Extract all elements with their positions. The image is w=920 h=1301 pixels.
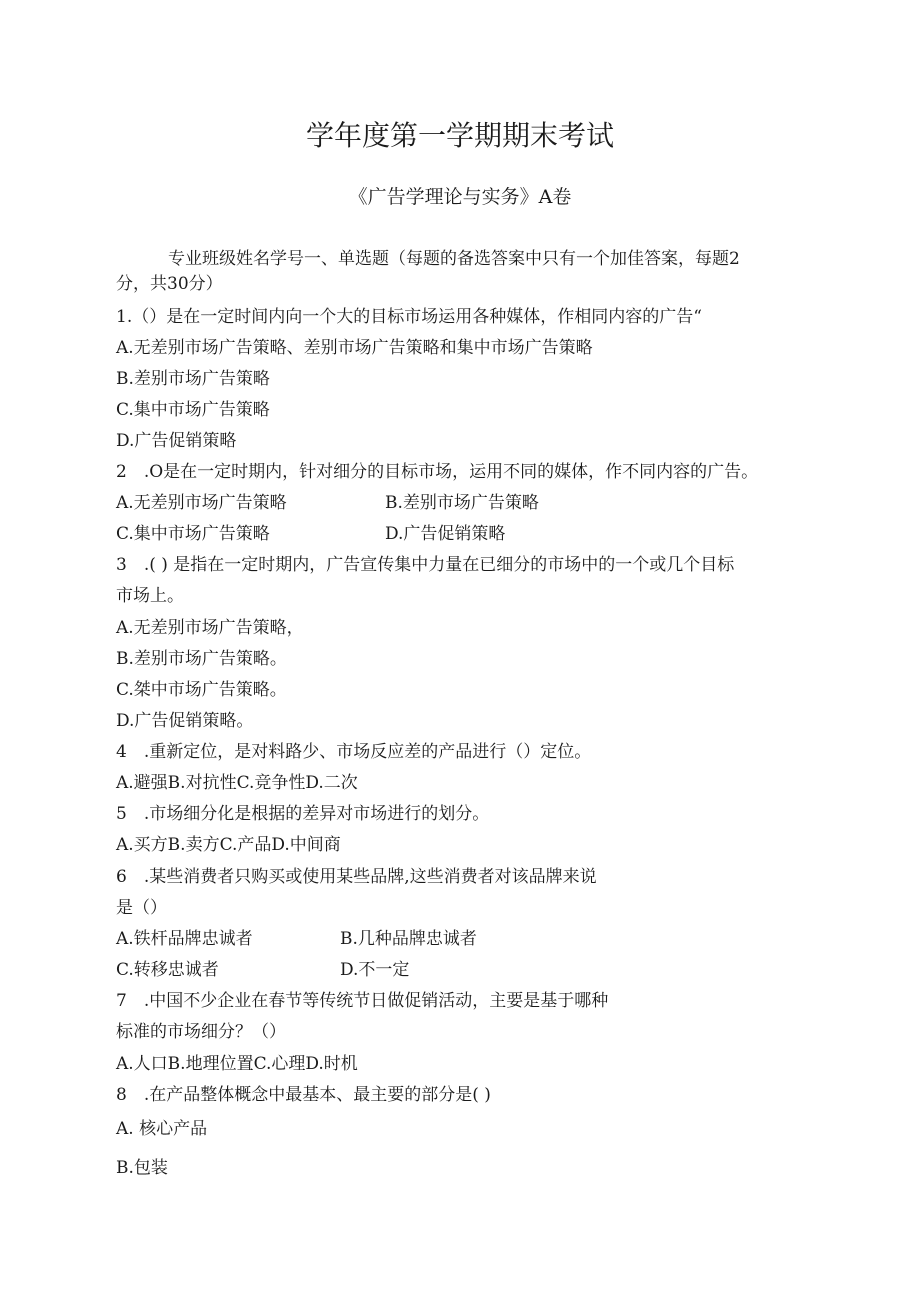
exam-title: 学年度第一学期期末考试 (305, 119, 614, 152)
question-8-option-a: A. 核心产品 (116, 1119, 208, 1139)
question-7-stem: 7 .中国不少企业在春节等传统节日做促销活动，主要是基于哪种 (116, 991, 609, 1011)
question-2-option-d: D.广告促销策略 (385, 524, 506, 544)
question-3-option-a: A.无差别市场广告策略， (116, 618, 304, 638)
question-3-option-c: C.桀中市场广告策略。 (116, 680, 287, 700)
question-5-stem: 5 .市场细分化是根据的差异对市场进行的划分。 (116, 804, 490, 824)
question-1-stem: 1.（）是在一定时间内向一个大的目标市场运用各种媒体，作相同内容的广告“ (116, 307, 702, 327)
question-6-option-d: D.不一定 (340, 960, 410, 980)
question-8-stem: 8 .在产品整体概念中最基本、最主要的部分是( ) (116, 1085, 491, 1105)
question-6-stem: 6 .某些消费者只购买或使用某些品牌,这些消费者对该品牌来说 (116, 867, 597, 887)
intro-line: 专业班级姓名学号一、单选题（每题的备选答案中只有一个加佳答案，每题2 (168, 249, 740, 269)
question-2-option-b: B.差别市场广告策略 (385, 493, 539, 513)
question-3-stem: 3 .( ) 是指在一定时期内，广告宣传集中力量在已细分的市场中的一个或几个目标 (116, 555, 735, 575)
question-6-option-c: C.转移忠诚者 (116, 960, 219, 980)
question-3-option-b: B.差别市场广告策略。 (116, 649, 287, 669)
exam-subtitle: 《广告学理论与实务》A卷 (348, 186, 572, 208)
question-4-stem: 4 .重新定位，是对料路少、市场反应差的产品进行（）定位。 (116, 742, 592, 762)
question-7-options: A.人口B.地理位置C.心理D.时机 (116, 1054, 358, 1074)
question-5-options: A.买方B.卖方C.产品D.中间商 (116, 835, 341, 855)
question-2-option-a: A.无差别市场广告策略 (116, 493, 287, 513)
question-7-stem-cont: 标准的市场细分？（） (116, 1022, 286, 1042)
question-1-option-c: C.集中市场广告策略 (116, 400, 270, 420)
question-6-option-b: B.几种品牌忠诚者 (340, 929, 477, 949)
question-2-stem: 2 .O是在一定时期内，针对细分的目标市场，运用不同的媒体，作不同内容的广告。 (116, 462, 759, 482)
question-3-stem-cont: 市场上。 (116, 586, 184, 606)
intro-line: 分，共30分） (116, 274, 223, 294)
question-4-options: A.避强B.对抗性C.竞争性D.二次 (116, 773, 358, 793)
question-8-option-b: B.包装 (116, 1158, 168, 1178)
question-6-option-a: A.铁杆品牌忠诚者 (116, 929, 253, 949)
question-2-option-c: C.集中市场广告策略 (116, 524, 270, 544)
question-1-option-b: B.差别市场广告策略 (116, 369, 270, 389)
question-1-option-d: D.广告促销策略 (116, 431, 237, 451)
question-6-stem-cont: 是（） (116, 898, 167, 918)
question-3-option-d: D.广告促销策略。 (116, 711, 254, 731)
question-1-option-a: A.无差别市场广告策略、差别市场广告策略和集中市场广告策略 (116, 338, 593, 358)
